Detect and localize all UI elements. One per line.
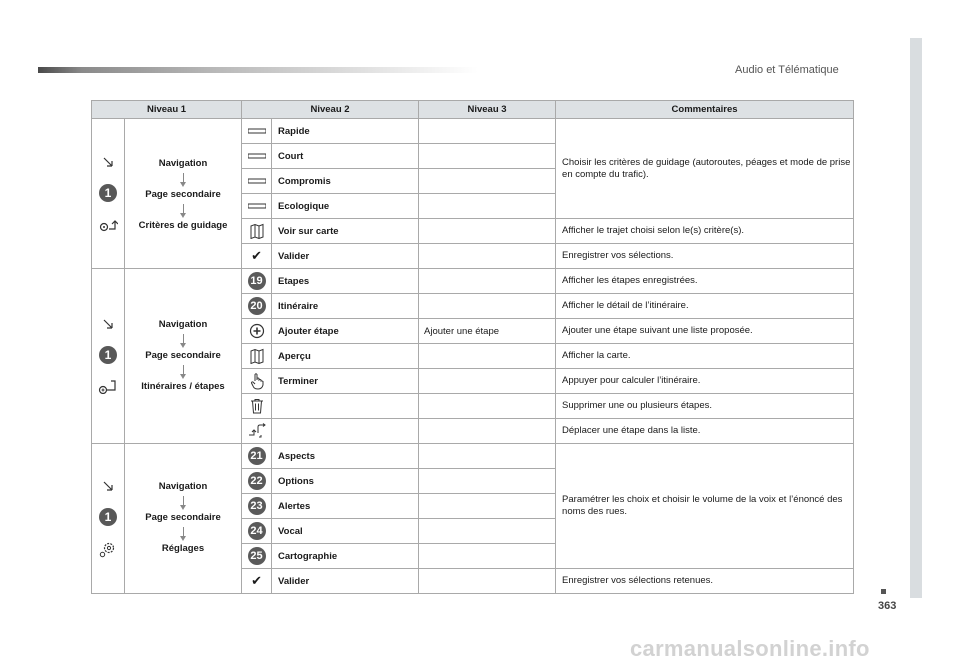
header-level1: Niveau 1 bbox=[92, 101, 242, 119]
badge-25-icon bbox=[242, 544, 272, 569]
comment-cell: Supprimer une ou plusieurs étapes. bbox=[556, 394, 854, 419]
check-icon: ✔ bbox=[242, 244, 272, 269]
section-title: Audio et Télématique bbox=[735, 64, 839, 76]
option-label: Valider bbox=[272, 244, 419, 269]
level2-step: Itinéraires / étapes bbox=[141, 380, 225, 392]
level3-cell bbox=[419, 494, 556, 519]
header-level2: Niveau 2 bbox=[242, 101, 419, 119]
option-label: Ajouter étape bbox=[272, 319, 419, 344]
table-row[interactable] bbox=[92, 119, 854, 144]
option-label: Options bbox=[272, 469, 419, 494]
level2-cell bbox=[125, 444, 242, 594]
level1-badge: 1 bbox=[99, 346, 117, 364]
level2-step: Page secondaire bbox=[145, 349, 221, 361]
option-label bbox=[272, 394, 419, 419]
comment-cell: Ajouter une étape suivant une liste proposée. bbox=[556, 319, 854, 344]
add-circle-icon bbox=[242, 319, 272, 344]
step-badge: 22 bbox=[248, 472, 266, 490]
watermark: carmanualsonline.info bbox=[630, 636, 870, 661]
menu-table bbox=[91, 100, 854, 594]
level3-cell bbox=[419, 394, 556, 419]
level1-cell bbox=[92, 269, 125, 444]
badge-21-icon bbox=[242, 444, 272, 469]
badge-19-icon bbox=[242, 269, 272, 294]
level3-cell bbox=[419, 469, 556, 494]
navigation-icon bbox=[101, 156, 115, 170]
route-flag-icon bbox=[98, 378, 118, 394]
level1-badge: 1 bbox=[99, 508, 117, 526]
settings-route-icon bbox=[98, 216, 118, 232]
bar-icon bbox=[242, 144, 272, 169]
level3-cell bbox=[419, 119, 556, 144]
header-level3: Niveau 3 bbox=[419, 101, 556, 119]
level3-cell bbox=[419, 219, 556, 244]
comment-cell: Afficher le trajet choisi selon le(s) critère(s). bbox=[556, 219, 854, 244]
step-badge: 21 bbox=[248, 447, 266, 465]
option-label: Ecologique bbox=[272, 194, 419, 219]
down-arrow-icon bbox=[183, 334, 184, 344]
down-arrow-icon bbox=[183, 365, 184, 375]
header-row bbox=[92, 101, 854, 119]
page-marker bbox=[881, 589, 886, 594]
level3-cell bbox=[419, 269, 556, 294]
comment-cell: Enregistrer vos sélections. bbox=[556, 244, 854, 269]
level3-cell bbox=[419, 419, 556, 444]
level2-step: Navigation bbox=[158, 157, 208, 169]
bar-icon bbox=[242, 169, 272, 194]
comment-cell: Appuyer pour calculer l’itinéraire. bbox=[556, 369, 854, 394]
level3-cell bbox=[419, 569, 556, 594]
option-label: Terminer bbox=[272, 369, 419, 394]
hand-pointer-icon bbox=[242, 369, 272, 394]
gear-icon bbox=[99, 540, 117, 558]
level2-cell bbox=[125, 269, 242, 444]
step-badge: 19 bbox=[248, 272, 266, 290]
level2-step: Navigation bbox=[158, 481, 208, 492]
level3-cell: Ajouter une étape bbox=[419, 319, 556, 344]
trash-icon bbox=[242, 394, 272, 419]
badge-22-icon bbox=[242, 469, 272, 494]
header-gradient-bar bbox=[38, 67, 478, 73]
bar-icon bbox=[242, 119, 272, 144]
page-number: 363 bbox=[878, 600, 897, 612]
step-badge: 25 bbox=[248, 547, 266, 565]
right-margin-rail bbox=[910, 38, 922, 598]
down-arrow-icon bbox=[183, 527, 184, 537]
level3-cell bbox=[419, 244, 556, 269]
comment-cell: Paramétrer les choix et choisir le volume de la voix et l’énoncé des noms des rues. bbox=[556, 444, 854, 569]
level3-cell bbox=[419, 519, 556, 544]
level3-cell bbox=[419, 369, 556, 394]
level1-cell bbox=[92, 119, 125, 269]
level3-cell bbox=[419, 194, 556, 219]
step-badge: 20 bbox=[248, 297, 266, 315]
level3-cell bbox=[419, 544, 556, 569]
option-label: Rapide bbox=[272, 119, 419, 144]
option-label: Itinéraire bbox=[272, 294, 419, 319]
level3-cell bbox=[419, 294, 556, 319]
comment-cell: Afficher le détail de l’itinéraire. bbox=[556, 294, 854, 319]
option-label bbox=[272, 419, 419, 444]
option-label: Valider bbox=[272, 569, 419, 594]
header-comments: Commentaires bbox=[556, 101, 854, 119]
table-row[interactable] bbox=[92, 444, 854, 469]
step-badge: 24 bbox=[248, 522, 266, 540]
comment-cell: Choisir les critères de guidage (autoroutes, péages et mode de prise en compte du trafic). bbox=[556, 119, 854, 219]
option-label: Voir sur carte bbox=[272, 219, 419, 244]
level3-cell bbox=[419, 344, 556, 369]
level2-cell bbox=[125, 119, 242, 269]
comment-cell: Enregistrer vos sélections retenues. bbox=[556, 569, 854, 594]
level2-step: Navigation bbox=[158, 318, 208, 330]
level1-cell bbox=[92, 444, 125, 594]
comment-cell: Afficher la carte. bbox=[556, 344, 854, 369]
down-arrow-icon bbox=[183, 204, 184, 214]
level2-step: Réglages bbox=[161, 543, 205, 554]
down-arrow-icon bbox=[183, 496, 184, 506]
option-label: Aperçu bbox=[272, 344, 419, 369]
level3-cell bbox=[419, 444, 556, 469]
level2-step: Page secondaire bbox=[145, 188, 221, 200]
navigation-icon bbox=[101, 318, 115, 332]
level2-step: Critères de guidage bbox=[138, 219, 228, 231]
level3-cell bbox=[419, 169, 556, 194]
option-label: Compromis bbox=[272, 169, 419, 194]
down-arrow-icon bbox=[183, 173, 184, 183]
bar-icon bbox=[242, 194, 272, 219]
step-badge: 23 bbox=[248, 497, 266, 515]
map-icon bbox=[242, 344, 272, 369]
level3-cell bbox=[419, 144, 556, 169]
check-icon: ✔ bbox=[242, 569, 272, 594]
option-label: Aspects bbox=[272, 444, 419, 469]
move-icon bbox=[242, 419, 272, 444]
badge-24-icon bbox=[242, 519, 272, 544]
level1-badge: 1 bbox=[99, 184, 117, 202]
option-label: Cartographie bbox=[272, 544, 419, 569]
comment-cell: Déplacer une étape dans la liste. bbox=[556, 419, 854, 444]
option-label: Etapes bbox=[272, 269, 419, 294]
map-icon bbox=[242, 219, 272, 244]
table-row[interactable] bbox=[92, 269, 854, 294]
badge-20-icon bbox=[242, 294, 272, 319]
level2-step: Page secondaire bbox=[145, 512, 221, 523]
badge-23-icon bbox=[242, 494, 272, 519]
option-label: Vocal bbox=[272, 519, 419, 544]
option-label: Alertes bbox=[272, 494, 419, 519]
navigation-icon bbox=[101, 480, 115, 494]
comment-cell: Afficher les étapes enregistrées. bbox=[556, 269, 854, 294]
option-label: Court bbox=[272, 144, 419, 169]
